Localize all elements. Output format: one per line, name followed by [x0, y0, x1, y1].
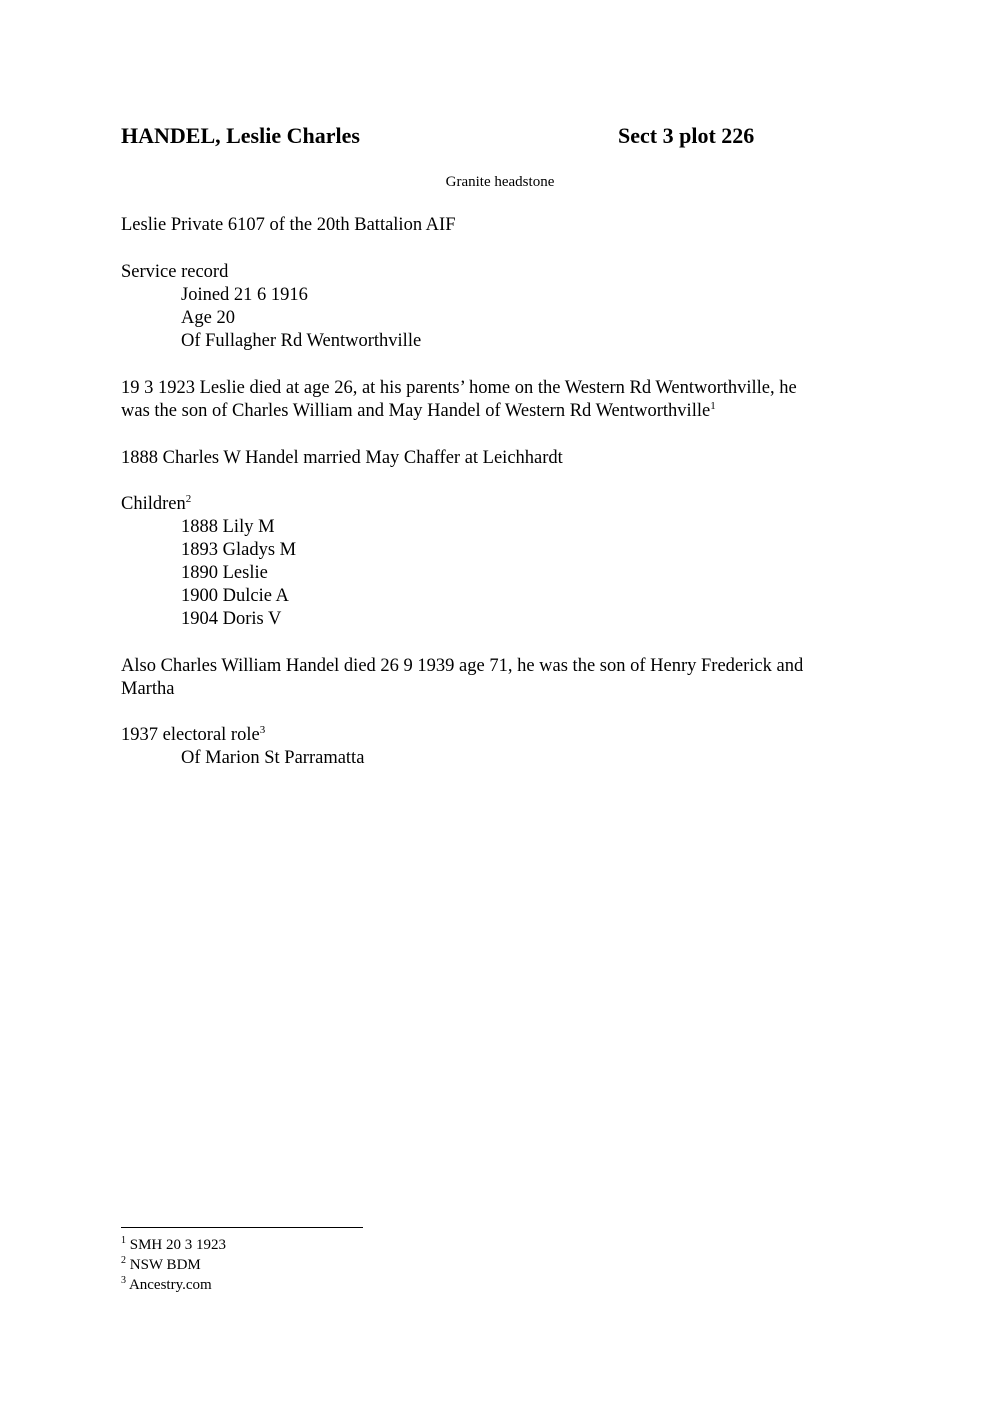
also-line-2: Martha — [121, 679, 175, 699]
footnote-ref: 2 — [185, 492, 192, 505]
footnote-ref: 1 — [710, 399, 716, 412]
death-line-1: 19 3 1923 Leslie died at age 26, at his parents’ home on the Western Rd Wentworthville, he — [121, 378, 797, 398]
footnote — [121, 1255, 226, 1275]
children-section — [121, 493, 881, 631]
service-intro — [121, 214, 881, 237]
footnote-number: 1 — [121, 1235, 126, 1246]
footnote — [121, 1235, 226, 1255]
electoral-item: Of Marion St Parramatta — [181, 748, 365, 768]
electoral-label: 1937 electoral role — [121, 725, 260, 745]
electoral-label-line — [121, 724, 881, 747]
marriage-line: 1888 Charles W Handel married May Chaffer at Leichhardt — [121, 448, 563, 468]
person-name-heading: HANDEL, Leslie Charles — [121, 123, 360, 148]
footnotes — [121, 1235, 226, 1295]
death-line-2-text: was the son of Charles William and May Handel of Western Rd Wentworthville — [121, 401, 711, 421]
footnote-number: 3 — [121, 1275, 126, 1286]
footnote-text: SMH 20 3 1923 — [129, 1237, 227, 1253]
also-section — [121, 655, 881, 701]
child-item: 1893 Gladys M — [181, 540, 297, 560]
service-record-label: Service record — [121, 262, 229, 282]
service-item: Age 20 — [181, 308, 235, 328]
service-item: Joined 21 6 1916 — [181, 285, 308, 305]
footnote-text: NSW BDM — [129, 1257, 201, 1273]
footnote — [121, 1275, 226, 1295]
also-line-1: Also Charles William Handel died 26 9 1939 age 71, he was the son of Henry Frederick and — [121, 656, 804, 676]
footnote-number: 2 — [121, 1255, 126, 1266]
service-record-section — [121, 261, 881, 353]
children-label-line — [121, 493, 881, 516]
marriage-section — [121, 447, 881, 470]
footnote-divider — [121, 1227, 363, 1228]
death-line-2 — [121, 400, 881, 423]
footnote-ref: 3 — [259, 723, 266, 736]
child-item: 1900 Dulcie A — [181, 586, 289, 606]
children-label: Children — [121, 494, 186, 514]
service-item: Of Fullagher Rd Wentworthville — [181, 331, 422, 351]
footnote-text: Ancestry.com — [128, 1277, 212, 1293]
child-item: 1890 Leslie — [181, 563, 268, 583]
death-section — [121, 377, 881, 423]
plot-location-heading: Sect 3 plot 226 — [618, 123, 755, 148]
intro-line: Leslie Private 6107 of the 20th Battalion AIF — [121, 215, 456, 235]
child-item: 1904 Doris V — [181, 609, 282, 629]
headstone-type: Granite headstone — [445, 174, 555, 190]
electoral-section — [121, 724, 881, 770]
child-item: 1888 Lily M — [181, 517, 275, 537]
